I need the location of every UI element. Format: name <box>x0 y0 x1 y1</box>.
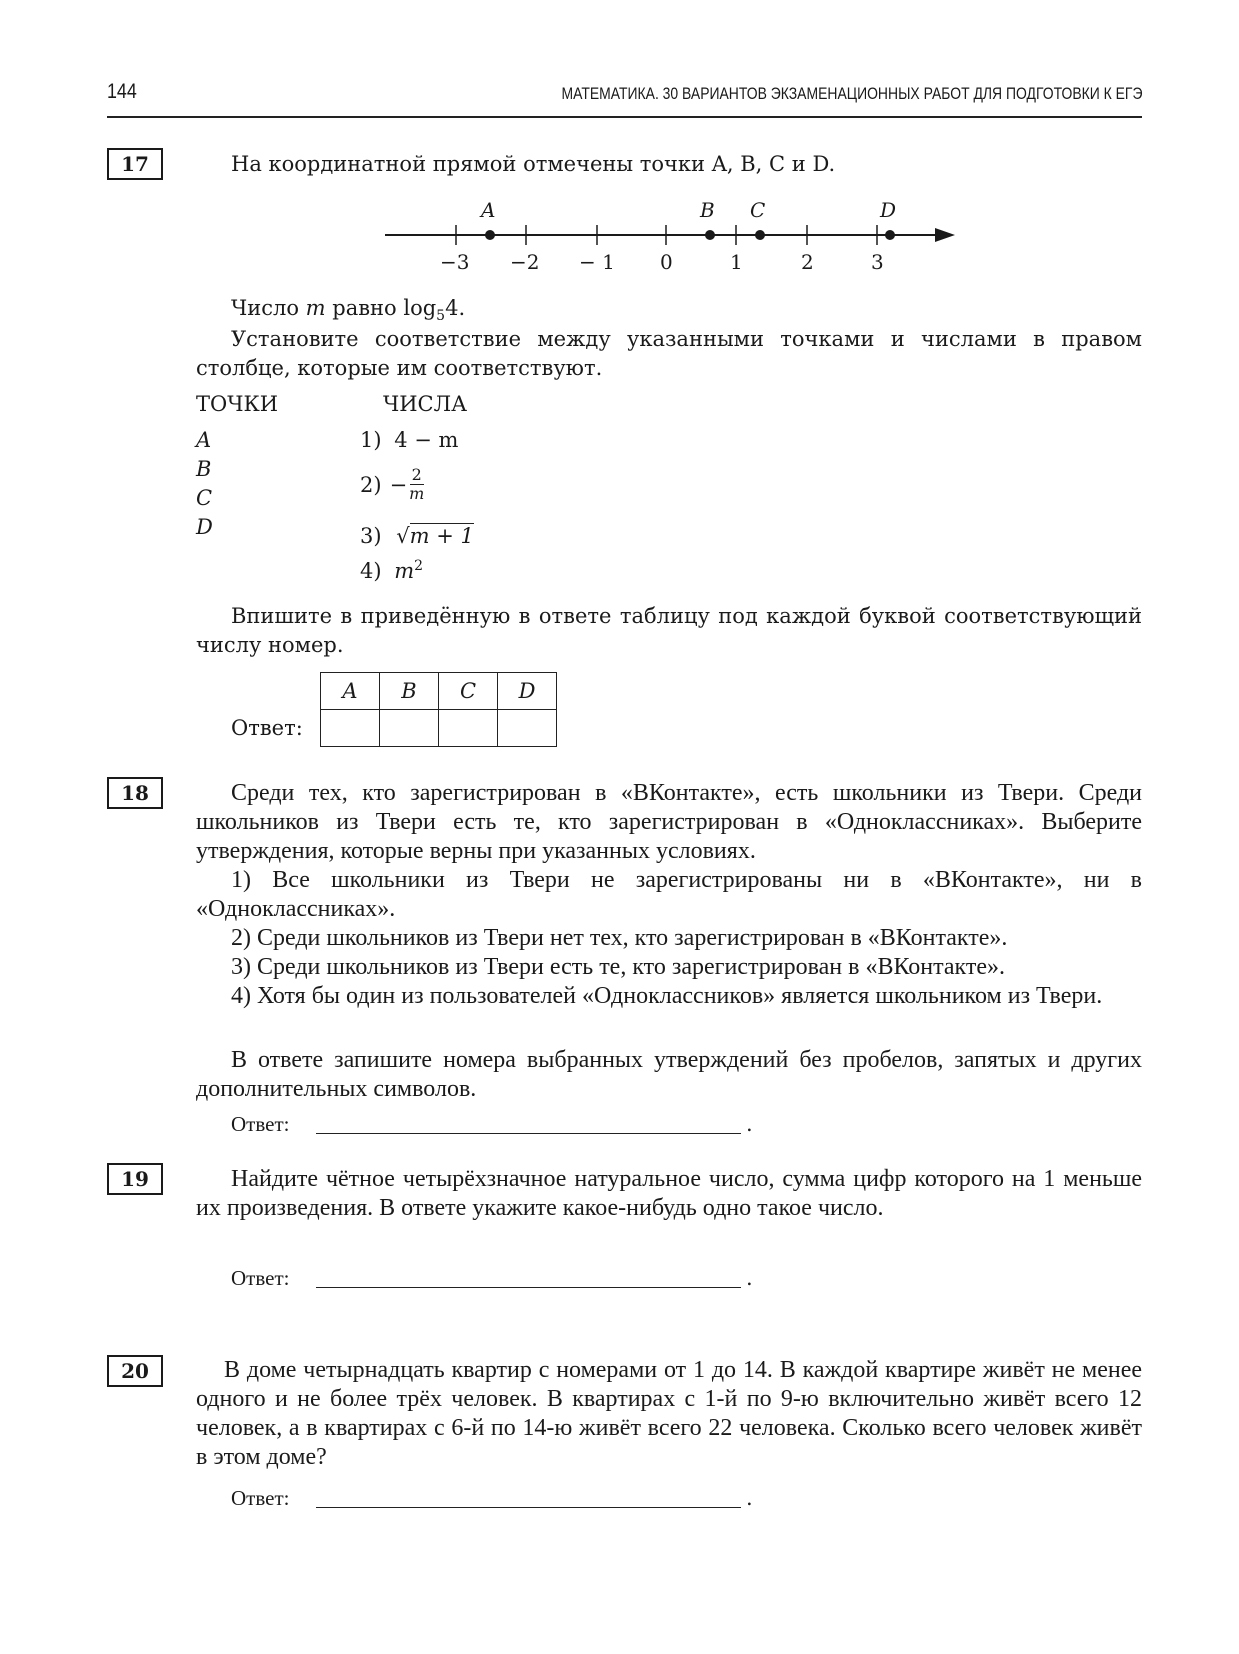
fraction <box>409 466 424 503</box>
answer-col-a: A <box>321 673 380 710</box>
q20-answer-field[interactable] <box>316 1507 741 1508</box>
question-number-20: 20 <box>107 1355 163 1387</box>
answer-col-d: D <box>498 673 557 710</box>
point-item-b: B <box>196 457 212 481</box>
tick-label: −3 <box>440 250 470 274</box>
tick-label: −2 <box>510 250 540 274</box>
point-label-d: D <box>880 198 897 222</box>
q20-text: В доме четырнадцать квартир с номерами от 1 до 14. В каждой квартире живёт не менее одного и не более трёх человек. В квартирах с 1-й по 9-ю включительно живёт всего 12 человек, а в квартирах с 6-й по 14-ю живёт всего 22 человека. Сколько всего человек живёт в этом доме? <box>196 1357 1142 1470</box>
q17-intro-text: На координатной прямой отмечены точки A, B, C и D. <box>231 152 836 176</box>
answer-cell-c[interactable] <box>439 710 498 747</box>
option-2 <box>360 466 424 503</box>
q18-intro: Среди тех, кто зарегистрирован в «ВКонтакте», есть школьники из Твери. Среди школьников из Твери есть те, кто зарегистрирован в «Одноклассниках». Выберите утверждения, которые верны при указанных условиях. <box>196 780 1142 864</box>
point-label-b: B <box>700 198 715 222</box>
q18-statement-1: 1) Все школьники из Твери не зарегистрированы ни в «ВКонтакте», ни в «Одноклассниках». <box>196 867 1142 922</box>
option-1 <box>360 428 458 452</box>
q19-text: Найдите чётное четырёхзначное натуральное число, сумма цифр которого на 1 меньше их произведения. В ответе укажите какое-нибудь одно такое число. <box>196 1166 1142 1221</box>
option-number: 4) <box>360 559 382 583</box>
q18-statement-4: 4) Хотя бы один из пользователей «Одноклассников» является школьником из Твери. <box>231 983 1103 1009</box>
answer-table-input-row <box>321 710 557 747</box>
option-3 <box>360 524 474 548</box>
q17-instruction: Установите соответствие между указанными точками и числами в правом столбце, которые им соответствуют. <box>196 327 1142 380</box>
point-label-c: C <box>750 198 766 222</box>
log-base: 5 <box>436 308 446 325</box>
minus-sign: − <box>389 472 408 497</box>
tick-label: − 1 <box>579 250 615 274</box>
q17-answer-label: Ответ: <box>231 716 303 740</box>
power-exponent: 2 <box>414 558 424 574</box>
q17-fill-instruction: Впишите в приведённую в ответе таблицу под каждой буквой соответствующий числу номер. <box>196 604 1142 657</box>
tick-label: 1 <box>730 250 743 274</box>
numerator: 2 <box>411 465 422 484</box>
q18-statement-3: 3) Среди школьников из Твери есть те, кто зарегистрирован в «ВКонтакте». <box>231 954 1006 980</box>
header-divider <box>107 116 1142 118</box>
text: 4. <box>445 296 466 320</box>
option-4 <box>360 558 423 583</box>
point-item-a: A <box>196 428 212 452</box>
q17-answer-table <box>320 672 557 747</box>
point-d-dot <box>885 230 895 240</box>
col-header-numbers: ЧИСЛА <box>383 392 468 416</box>
var-m: m <box>305 296 326 320</box>
answer-cell-a[interactable] <box>321 710 380 747</box>
col-header-points: ТОЧКИ <box>196 392 279 416</box>
answer-table-header-row <box>321 673 557 710</box>
point-item-d: D <box>196 515 213 539</box>
answer-col-b: B <box>380 673 439 710</box>
text: равно log <box>325 296 437 320</box>
answer-cell-b[interactable] <box>380 710 439 747</box>
question-number-19: 19 <box>107 1163 163 1195</box>
arrow-icon <box>935 228 955 242</box>
q18-statement-2: 2) Среди школьников из Твери нет тех, кто зарегистрирован в «ВКонтакте». <box>231 925 1008 951</box>
q18-answer-field[interactable] <box>316 1133 741 1134</box>
point-item-c: C <box>196 486 213 510</box>
question-number-18: 18 <box>107 777 163 809</box>
option-expr: 4 − m <box>394 428 459 452</box>
point-c-dot <box>755 230 765 240</box>
question-number-17: 17 <box>107 148 163 180</box>
page-number: 144 <box>107 80 137 103</box>
period: . <box>746 1266 753 1290</box>
option-number: 3) <box>360 524 382 548</box>
option-number: 1) <box>360 428 382 452</box>
sqrt-icon: √ <box>396 524 410 548</box>
running-header-title: МАТЕМАТИКА. 30 ВАРИАНТОВ ЭКЗАМЕНАЦИОННЫХ РАБОТ ДЛЯ ПОДГОТОВКИ К ЕГЭ <box>561 84 1142 103</box>
period: . <box>746 1112 753 1136</box>
q17-m-definition <box>231 296 465 324</box>
period: . <box>746 1486 753 1510</box>
q19-answer-field[interactable] <box>316 1287 741 1288</box>
tick-label: 3 <box>871 250 884 274</box>
answer-col-c: C <box>439 673 498 710</box>
point-b-dot <box>705 230 715 240</box>
point-a-dot <box>485 230 495 240</box>
tick-label: 2 <box>801 250 814 274</box>
option-number: 2) <box>360 472 382 497</box>
point-label-a: A <box>481 198 496 222</box>
answer-cell-d[interactable] <box>498 710 557 747</box>
text: Число <box>231 296 306 320</box>
denominator: m <box>409 484 425 503</box>
tick-label: 0 <box>660 250 673 274</box>
q19-answer-label: Ответ: <box>231 1266 290 1290</box>
power-base: m <box>394 559 415 583</box>
q17-intro <box>196 150 1142 179</box>
radicand: m + 1 <box>409 524 474 548</box>
q18-note: В ответе запишите номера выбранных утверждений без пробелов, запятых и других дополнительных символов. <box>196 1047 1142 1102</box>
q20-answer-label: Ответ: <box>231 1486 290 1510</box>
q18-answer-label: Ответ: <box>231 1112 290 1136</box>
